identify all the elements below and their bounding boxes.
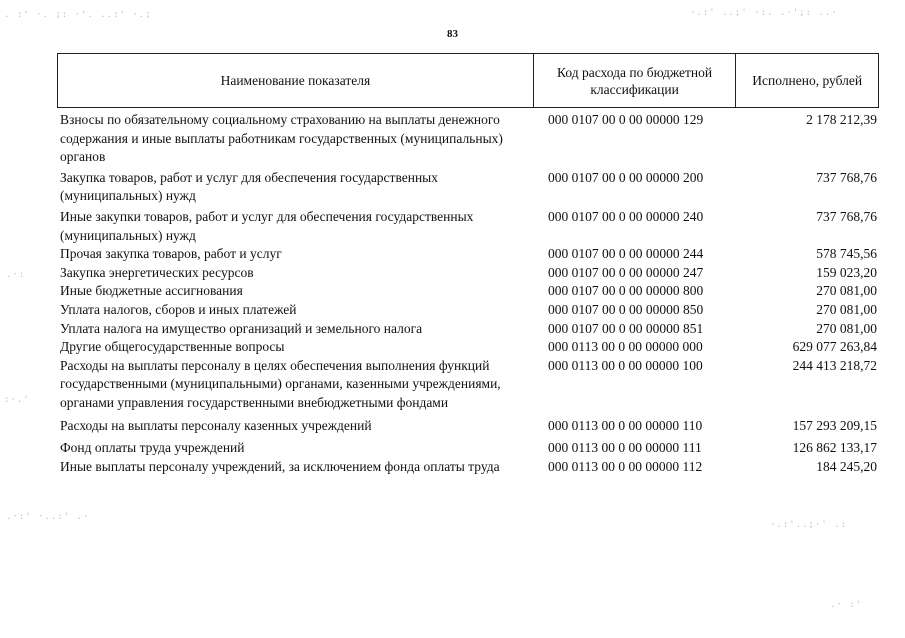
row-name: Закупка энергетических ресурсов <box>60 264 254 280</box>
row-code: 000 0107 00 0 00 00000 850 <box>548 301 704 317</box>
table-row <box>57 338 879 357</box>
table-row <box>57 169 879 206</box>
row-amount: 126 862 133,17 <box>792 440 877 456</box>
row-amount: 184 245,20 <box>816 458 877 474</box>
row-code: 000 0113 00 0 00 00000 000 <box>548 339 703 355</box>
row-name: Уплата налогов, сборов и иных платежей <box>60 301 297 317</box>
table-row <box>57 458 879 477</box>
row-name: Иные бюджетные ассигнования <box>60 283 243 299</box>
row-code: 000 0113 00 0 00 00000 110 <box>548 417 703 433</box>
row-amount: 270 081,00 <box>816 283 877 299</box>
row-code: 000 0107 00 0 00 00000 244 <box>548 246 704 262</box>
row-code: 000 0107 00 0 00 00000 129 <box>548 112 704 127</box>
row-amount: 737 768,76 <box>816 208 877 224</box>
row-amount: 244 413 218,72 <box>792 357 877 373</box>
table-row <box>57 264 879 283</box>
row-name: Расходы на выплаты персоналу в целях обеспечения выполнения функций государственными (муниципальными) органами, казенными учреждениями, органами управления государственными внебюджетными фондами <box>60 357 501 410</box>
scan-noise: :·.' <box>4 395 30 405</box>
row-name: Фонд оплаты труда учреждений <box>60 440 245 456</box>
row-amount: 578 745,56 <box>816 246 877 262</box>
row-code: 000 0113 00 0 00 00000 100 <box>548 357 703 373</box>
row-amount: 270 081,00 <box>816 320 877 336</box>
row-name: Иные выплаты персоналу учреждений, за исключением фонда оплаты труда <box>60 458 500 474</box>
row-amount: 2 178 212,39 <box>806 112 877 127</box>
row-amount: 629 077 263,84 <box>792 339 877 355</box>
row-name: Другие общегосударственные вопросы <box>60 339 285 355</box>
header-code: Код расхода по бюджетной классификации <box>534 54 737 107</box>
row-name: Взносы по обязательному социальному страхованию на выплаты денежного содержания и иные выплаты работникам государственных (муниципальных) органов <box>60 112 503 165</box>
row-name: Уплата налога на имущество организаций и земельного налога <box>60 320 423 336</box>
table-row <box>57 320 879 339</box>
table-row <box>57 439 879 458</box>
row-code: 000 0107 00 0 00 00000 800 <box>548 283 704 299</box>
row-code: 000 0107 00 0 00 00000 247 <box>548 264 704 280</box>
row-code: 000 0107 00 0 00 00000 200 <box>548 169 704 185</box>
scan-noise: .· :' <box>830 600 863 610</box>
scan-noise: .·:' ·..:' .· <box>6 512 90 522</box>
table-header <box>57 53 879 108</box>
scan-noise: ·.:' ..;' ·:. .·';: ..· <box>690 8 838 18</box>
row-name: Прочая закупка товаров, работ и услуг <box>60 246 282 262</box>
row-code: 000 0113 00 0 00 00000 112 <box>548 458 703 474</box>
scan-noise: .·: <box>6 270 26 280</box>
header-name: Наименование показателя <box>58 54 534 107</box>
row-name: Расходы на выплаты персоналу казенных учреждений <box>60 417 372 433</box>
row-name: Закупка товаров, работ и услуг для обеспечения государственных (муниципальных) нужд <box>60 169 439 204</box>
row-code: 000 0107 00 0 00 00000 240 <box>548 208 704 224</box>
row-amount: 737 768,76 <box>816 169 877 185</box>
row-amount: 270 081,00 <box>816 301 877 317</box>
scan-noise: . :' ·. ;: ·'. ..:' ·.; <box>4 10 152 20</box>
row-code: 000 0107 00 0 00 00000 851 <box>548 320 704 336</box>
table-row <box>57 417 879 436</box>
table-row <box>57 301 879 320</box>
table-body <box>57 111 879 476</box>
table-row <box>57 357 879 413</box>
table-row <box>57 111 879 167</box>
scan-noise: ·.:'..;·' .: <box>770 520 848 530</box>
table-row <box>57 245 879 264</box>
header-amount: Исполнено, рублей <box>752 73 863 88</box>
row-name: Иные закупки товаров, работ и услуг для обеспечения государственных (муниципальных) нужд <box>60 208 474 243</box>
table-row <box>57 282 879 301</box>
row-code: 000 0113 00 0 00 00000 111 <box>548 440 702 456</box>
table-row <box>57 208 879 245</box>
page-number: 83 <box>447 28 458 40</box>
row-amount: 159 023,20 <box>816 264 877 280</box>
row-amount: 157 293 209,15 <box>792 417 877 433</box>
